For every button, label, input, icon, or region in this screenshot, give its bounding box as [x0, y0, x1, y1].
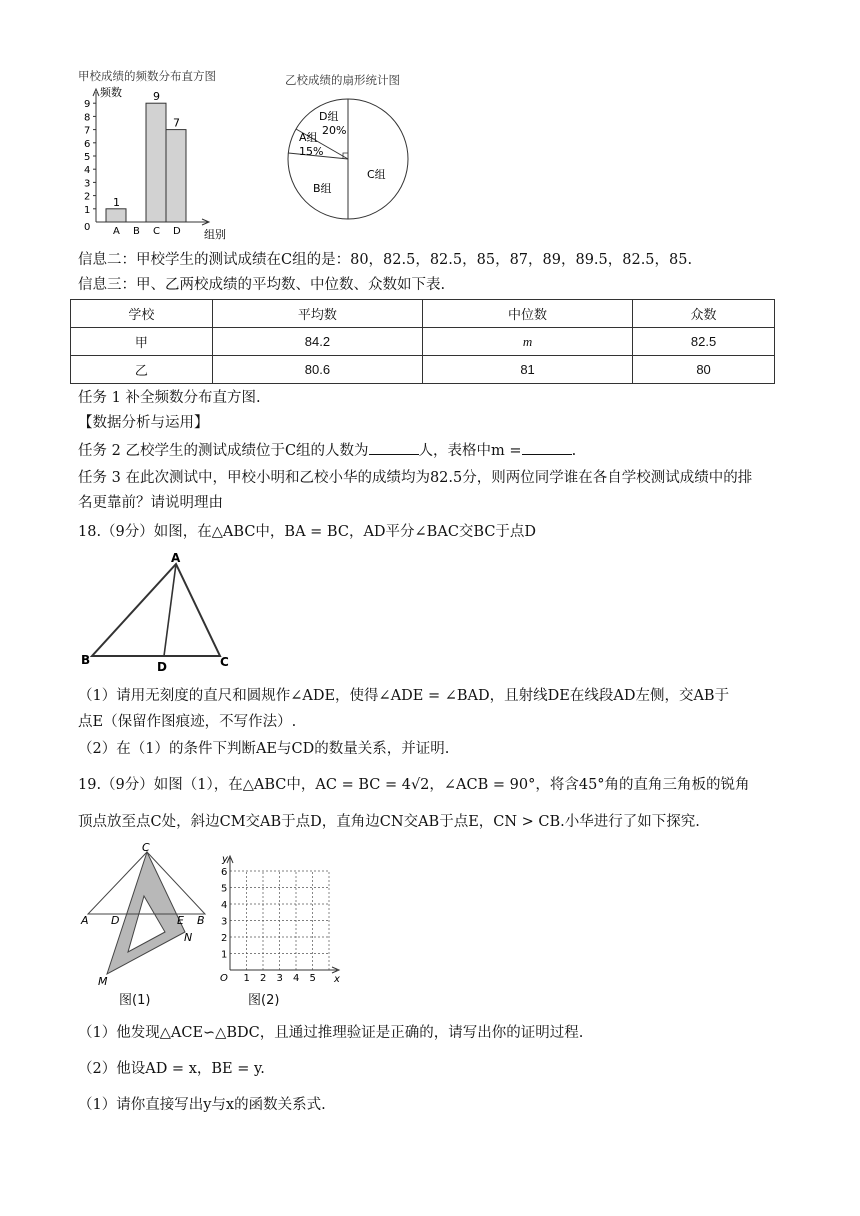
- question-19-line-2: 顶点放至点C处，斜边CM交AB于点D，直角边CN交AB于点E，CN > CB.小华进行了如下探究.: [78, 814, 700, 830]
- figure-2-grid: [212, 852, 340, 985]
- table-cell: m: [422, 328, 632, 356]
- task-three-line-2: 名更靠前？请说明理由: [78, 495, 223, 511]
- table-header: 中位数: [422, 300, 632, 328]
- table-cell: 甲: [71, 328, 213, 356]
- hist-y-tick-label: 5: [84, 152, 91, 163]
- vertex-c-label: C: [220, 655, 229, 669]
- stats-table: [70, 299, 775, 384]
- fig1-label-m: M: [98, 975, 108, 988]
- table-header: 众数: [633, 300, 775, 328]
- pie-slice-c-name: C组: [367, 168, 386, 181]
- grid-y-tick-label: 4: [221, 900, 228, 911]
- hist-y-tick-label: 6: [84, 138, 91, 150]
- pie-slice-d-pct: 20%: [322, 124, 347, 137]
- fig1-label-a: A: [81, 914, 89, 927]
- grid-y-tick-label: 1: [221, 949, 228, 961]
- question-19-part-2: （2）他设AD = x，BE = y.: [78, 1061, 265, 1077]
- grid-origin-label: O: [220, 973, 228, 984]
- task-two-text-a: 任务 2 乙校学生的测试成绩位于C组的人数为: [78, 443, 369, 459]
- figure-2-caption: 图(2): [248, 993, 280, 1008]
- hist-y-tick-label: 3: [84, 178, 91, 190]
- answer-blank-count[interactable]: [369, 440, 419, 455]
- triangle-abc: [92, 564, 220, 656]
- table-cell: 82.5: [633, 328, 775, 356]
- hist-y-tick-label: 7: [84, 125, 91, 137]
- grid-y-tick-label: 5: [221, 883, 228, 895]
- info-three: 信息三：甲、乙两校成绩的平均数、中位数、众数如下表.: [78, 277, 446, 293]
- grid-x-label: x: [334, 974, 340, 985]
- hist-y-tick-label: 8: [84, 112, 91, 124]
- hist-y-tick-label: 9: [84, 99, 91, 111]
- grid-x-tick-label: 1: [243, 973, 250, 984]
- hist-x-tick-label: C: [153, 226, 160, 237]
- pie-slice-a-name: A组: [299, 131, 318, 144]
- hist-origin-label: 0: [84, 222, 91, 233]
- hist-y-tick-label: 4: [84, 165, 91, 177]
- table-row: [71, 356, 775, 384]
- fig1-label-b: B: [197, 914, 205, 927]
- task-two-text-c: .: [571, 443, 577, 459]
- vertex-b-label: B: [81, 653, 91, 667]
- hist-bar: [166, 130, 186, 222]
- question-19-line-1: 19.（9分）如图（1），在△ABC中，AC = BC = 4√2，∠ACB = 90°，将含45°角的直角三角板的锐角: [78, 777, 750, 793]
- hist-bar-label: 1: [113, 195, 120, 209]
- table-cell: 80: [633, 356, 775, 384]
- grid-x-tick-label: 5: [309, 973, 316, 984]
- fig1-label-c: C: [142, 841, 150, 854]
- hist-bar-label: 7: [173, 116, 180, 130]
- grid-x-tick-label: 2: [260, 973, 267, 984]
- pie-slice-b-name: B组: [313, 182, 332, 195]
- fig1-label-e: E: [177, 914, 184, 927]
- task-two-text-b: 人，表格中m =: [418, 443, 522, 459]
- table-cell: 80.6: [212, 356, 422, 384]
- hist-y-label: 频数: [100, 86, 122, 99]
- hist-bar: [106, 209, 126, 222]
- hist-x-tick-label: D: [173, 226, 181, 237]
- figure-1-caption: 图(1): [119, 993, 151, 1008]
- question-18: 18.（9分）如图，在△ABC中，BA = BC，AD平分∠BAC交BC于点D: [78, 524, 537, 540]
- question-19-part-1: （1）他发现△ACE∽△BDC，且通过推理验证是正确的，请写出你的证明过程.: [78, 1025, 584, 1041]
- grid-y-tick-label: 2: [221, 933, 228, 944]
- info-two: 信息二：甲校学生的测试成绩在C组的是：80，82.5，82.5，85，87，89，89.5，82.5，85.: [78, 252, 693, 268]
- fig1-label-n: N: [184, 931, 193, 944]
- table-header: 平均数: [212, 300, 422, 328]
- question-18-part-1-line-1: （1）请用无刻度的直尺和圆规作∠ADE，使得∠ADE = ∠BAD，且射线DE在线段AD左侧，交AB于: [78, 688, 730, 704]
- grid-y-tick-label: 6: [221, 867, 228, 878]
- task-one: 任务 1 补全频数分布直方图.: [78, 390, 261, 406]
- histogram-chart: [78, 84, 248, 244]
- question-18-part-2: （2）在（1）的条件下判断AE与CD的数量关系，并证明.: [78, 741, 450, 757]
- triangle-abd-figure: [80, 552, 240, 672]
- hist-bar-label: 9: [153, 90, 160, 104]
- hist-x-label: 组别: [204, 228, 226, 241]
- table-header-row: [71, 300, 775, 328]
- answer-blank-m[interactable]: [522, 440, 572, 455]
- task-two: [78, 440, 576, 462]
- question-19-part-2-sub-1: （1）请你直接写出y与x的函数关系式.: [78, 1097, 326, 1113]
- histogram-title: 甲校成绩的频数分布直方图: [78, 69, 216, 83]
- fig1-label-d: D: [111, 914, 120, 927]
- section-heading: 【数据分析与运用】: [78, 415, 209, 431]
- grid-x-tick-label: 3: [276, 973, 283, 984]
- grid-x-tick-label: 4: [293, 973, 300, 984]
- hist-bar: [146, 103, 166, 222]
- pie-slice-d-name: D组: [319, 110, 339, 123]
- point-d-label: D: [157, 660, 167, 674]
- table-cell: 84.2: [212, 328, 422, 356]
- figure-1: [80, 842, 210, 990]
- vertex-a-label: A: [171, 551, 181, 565]
- grid-y-tick-label: 3: [221, 916, 228, 928]
- hist-y-tick-label: 2: [84, 191, 91, 203]
- question-18-part-1-line-2: 点E（保留作图痕迹，不写作法）.: [78, 714, 297, 730]
- table-row: [71, 328, 775, 356]
- pie-slice-a-pct: 15%: [299, 145, 324, 158]
- pie-chart: [285, 96, 415, 226]
- hist-x-tick-label: B: [133, 226, 140, 237]
- segment-ad: [164, 564, 176, 656]
- hist-x-tick-label: A: [113, 226, 120, 237]
- table-cell: 81: [422, 356, 632, 384]
- task-three-line-1: 任务 3 在此次测试中，甲校小明和乙校小华的成绩均为82.5分，则两位同学谁在各自学校测试成绩中的排: [78, 470, 753, 486]
- table-cell: 乙: [71, 356, 213, 384]
- table-header: 学校: [71, 300, 213, 328]
- hist-y-tick-label: 1: [84, 204, 91, 216]
- grid-y-label: y: [222, 854, 228, 865]
- pie-title: 乙校成绩的扇形统计图: [285, 73, 400, 87]
